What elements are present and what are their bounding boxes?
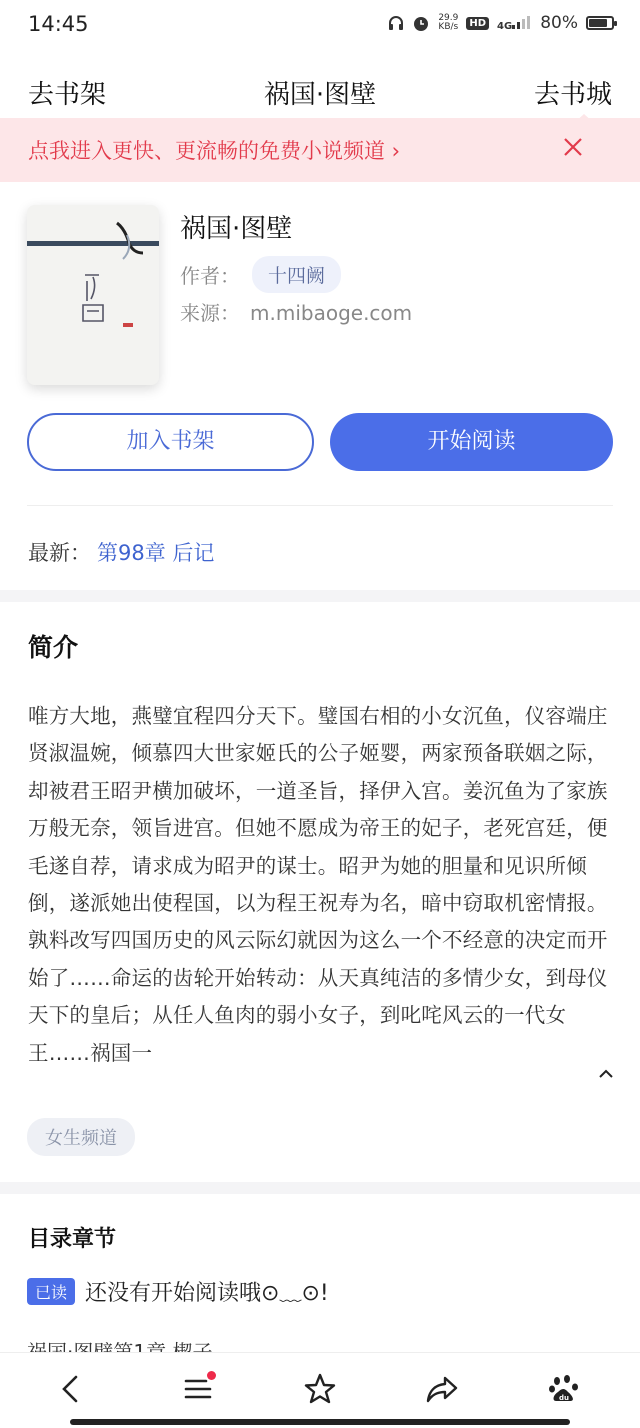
- back-icon[interactable]: [52, 1369, 92, 1409]
- section-separator: [0, 590, 640, 602]
- book-title: 祸国·图壁: [180, 214, 293, 244]
- promo-banner[interactable]: [0, 118, 640, 182]
- source-row: [180, 297, 412, 326]
- baidu-icon[interactable]: [544, 1369, 584, 1409]
- home-indicator[interactable]: [70, 1419, 570, 1425]
- svg-text:du: du: [559, 1394, 569, 1402]
- intro-text: 唯方大地，燕璧宜程四分天下。璧国右相的小女沉鱼，仪容端庄贤淑温婉，倾慕四大世家姬氏的公子姬婴，两家预备联姻之际，却被君王昭尹横加破坏，一道圣旨，择伊入宫。姜沉鱼为了家族万般无奈，领旨进宫。但她不愿成为帝王的妃子，老死宫廷，便毛遂自荐，请求成为昭尹的谋士。昭尹为她的胆量和见识所倾倒，遂派她出使程国，以为程王祝寿为名，暗中窃取机密情报。孰料改写四国历史的风云际幻就因为这么一个不经意的决定而开始了……命运的齿轮开始转动：从天真纯洁的多情少女，到母仪天下的皇后；从任人鱼肉的弱小女子，到叱咤风云的一代女王……祸国一: [28, 704, 608, 1065]
- author-label: 作者：: [180, 264, 240, 288]
- alarm-icon: [412, 14, 430, 32]
- go-bookstore-link[interactable]: 去书城: [533, 80, 612, 110]
- section-separator: [0, 1182, 640, 1194]
- read-badge: 已读: [27, 1278, 75, 1305]
- menu-icon[interactable]: [178, 1369, 218, 1409]
- status-time: 14:45: [28, 12, 89, 36]
- reading-progress-row: [27, 1276, 329, 1307]
- author-chip[interactable]: 十四阙: [252, 256, 341, 293]
- status-icons: [388, 13, 614, 33]
- intro-heading: 简介: [28, 633, 79, 662]
- net-speed: 29.9 KB/s: [438, 13, 459, 32]
- cover-art: [27, 205, 159, 385]
- battery-percent: 80%: [540, 13, 578, 33]
- latest-chapter-link[interactable]: 第98章 后记: [97, 541, 215, 565]
- signal-icon: [512, 15, 532, 29]
- source-label: 来源：: [180, 301, 240, 325]
- add-to-shelf-button[interactable]: 加入书架: [27, 413, 314, 471]
- chevron-up-icon[interactable]: [598, 1066, 614, 1082]
- page-title: 祸国·图壁: [263, 80, 377, 110]
- star-icon[interactable]: [300, 1369, 340, 1409]
- promo-text[interactable]: 点我进入更快、更流畅的免费小说频道 ›: [28, 139, 401, 163]
- latest-chapter-row: [28, 537, 214, 567]
- notification-dot: [207, 1371, 216, 1380]
- genre-tag[interactable]: 女生频道: [27, 1118, 135, 1156]
- latest-label: 最新：: [28, 541, 91, 565]
- toc-heading: 目录章节: [28, 1227, 117, 1252]
- share-icon[interactable]: [422, 1369, 462, 1409]
- battery-icon: [586, 16, 614, 30]
- author-row: [180, 256, 341, 293]
- reading-progress-text: 还没有开始阅读哦⊙﹏⊙!: [85, 1281, 329, 1306]
- source-value: m.mibaoge.com: [250, 301, 413, 325]
- bottom-toolbar: [0, 1352, 640, 1428]
- top-nav: [0, 60, 640, 118]
- divider: [27, 505, 613, 506]
- hd-badge: HD: [466, 17, 489, 30]
- signal-4g: 4G: [497, 15, 532, 32]
- close-icon[interactable]: [562, 136, 584, 162]
- start-reading-button[interactable]: 开始阅读: [330, 413, 613, 471]
- status-bar: [0, 0, 640, 50]
- headphones-icon: [388, 15, 404, 31]
- go-bookshelf-link[interactable]: 去书架: [28, 80, 107, 110]
- book-cover[interactable]: [27, 205, 159, 385]
